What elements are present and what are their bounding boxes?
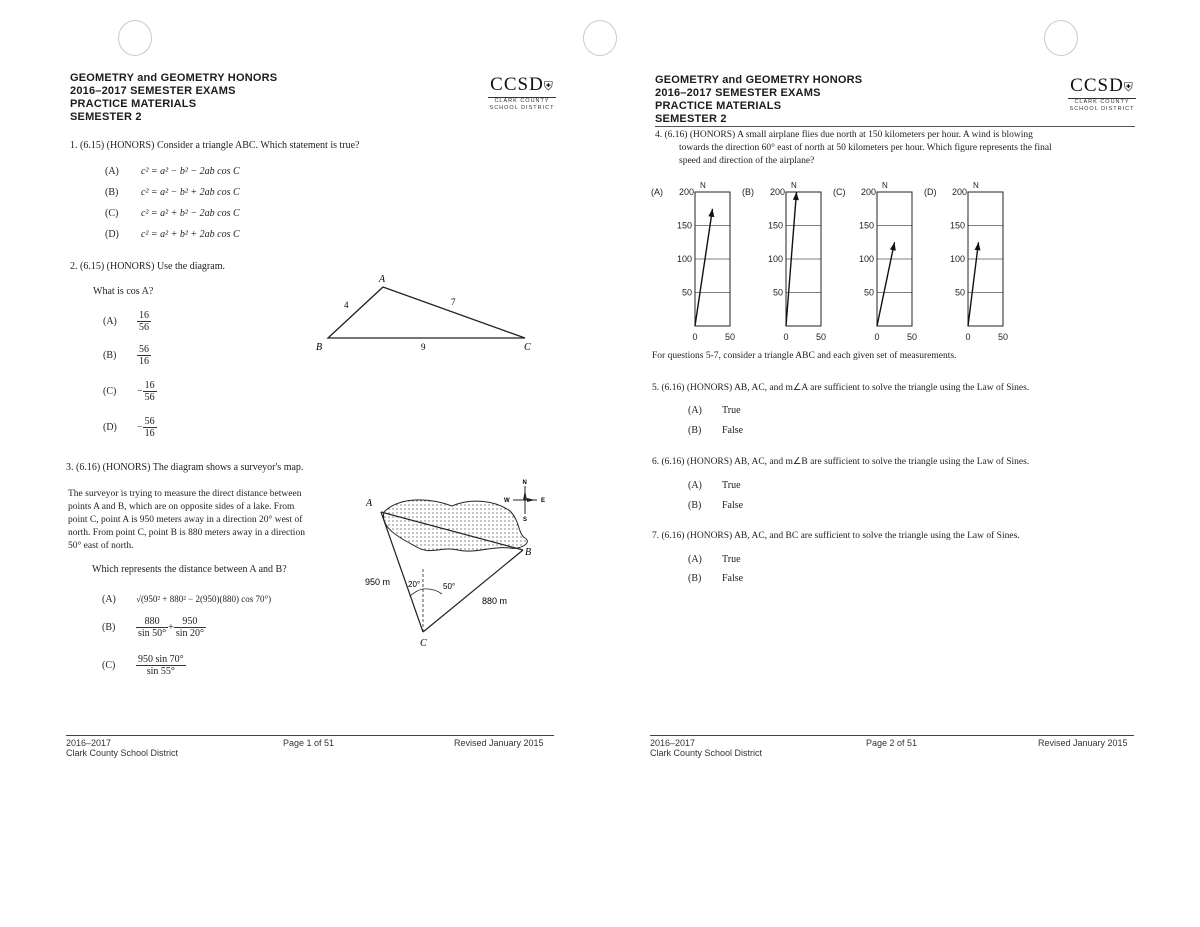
- header-title: GEOMETRY and GEOMETRY HONORS: [655, 74, 863, 86]
- point-c-label: C: [420, 638, 427, 649]
- q1-option-c: (C) c² = a² + b² − 2ab cos C: [105, 208, 240, 219]
- resultant-vector: [695, 209, 713, 326]
- page1-page-number: Page 1 of 51: [283, 738, 335, 748]
- resultant-vector: [877, 242, 895, 326]
- x-tick-label: 50: [724, 332, 736, 342]
- q3-option-b: (B) $\frac{880}{\sin 50^\circ}$ + $\frac{950}{\sin 20^\circ}$: [102, 616, 204, 639]
- header-materials: PRACTICE MATERIALS: [70, 98, 197, 110]
- q1-option-d: (D) c² = a² + b² + 2ab cos C: [105, 229, 240, 240]
- y-tick-label: 100: [949, 254, 965, 264]
- vector-arrowhead: [708, 209, 714, 217]
- segment-cb: [423, 550, 523, 632]
- question-7-stem: 7. (6.16) (HONORS) AB, AC, and BC are sufficient to solve the triangle using the Law of Sines.: [652, 531, 1020, 541]
- page1-revised: Revised January 2015: [454, 738, 544, 748]
- compass-n: N: [522, 480, 527, 486]
- q3-para-line: north. From point C, point B is 880 meters away in a direction: [68, 528, 305, 538]
- vector-arrowhead: [975, 242, 981, 250]
- y-tick-label: 150: [949, 220, 965, 231]
- resultant-vector: [968, 242, 979, 326]
- question-2-stem: 2. (6.15) (HONORS) Use the diagram.: [70, 261, 225, 272]
- y-tick-label: 100: [858, 254, 874, 264]
- q3-para-line: points A and B, which are on opposite sides of a lake. From: [68, 502, 295, 512]
- page2-footer-left: 2016–2017 Clark County School District: [650, 738, 763, 758]
- side-ac-label: 7: [451, 297, 456, 307]
- question-3-prompt: Which represents the distance between A and B?: [92, 564, 287, 575]
- header-title: GEOMETRY and GEOMETRY HONORS: [70, 72, 278, 84]
- y-tick-label: 200: [951, 187, 967, 197]
- north-label: N: [700, 181, 706, 190]
- x-tick-label: 50: [997, 332, 1009, 342]
- distance-880-label: 880 m: [482, 596, 508, 606]
- punch-hole: [583, 20, 617, 56]
- punch-hole: [118, 20, 152, 56]
- q6-option-false: (B) False: [688, 500, 744, 511]
- q3-option-a: (A) √(950² + 880² − 2(950)(880) cos 70°): [102, 594, 272, 605]
- x-tick-label: 0: [692, 332, 698, 342]
- q2-option-a: (A) $\frac{16}{56}$: [103, 310, 149, 333]
- angle-20-label: 20°: [408, 580, 421, 589]
- q6-option-true: (A) True: [688, 480, 741, 491]
- question-1-stem: 1. (6.15) (HONORS) Consider a triangle ABC. Which statement is true?: [70, 140, 360, 151]
- y-tick-label: 200: [769, 187, 785, 197]
- question-6-stem: 6. (6.16) (HONORS) AB, AC, and m∠B are sufficient to solve the triangle using the Law of Sines.: [652, 457, 1030, 467]
- q5-option-true: (A) True: [688, 405, 741, 416]
- y-tick-label: 50: [954, 287, 965, 298]
- point-a-label: A: [366, 498, 373, 509]
- q3-para-line: point C, point A is 950 meters away in a direction 20° west of: [68, 515, 303, 525]
- x-tick-label: 50: [906, 332, 918, 342]
- angle-arc-50: [423, 589, 442, 594]
- y-tick-label: 100: [676, 254, 692, 264]
- q3-option-c: (C) $\frac{950 \sin 70^\circ}{\sin 55^\circ}$: [102, 654, 184, 677]
- q1-option-a: (A) c² = a² − b² − 2ab cos C: [105, 166, 240, 177]
- x-tick-label: 0: [965, 332, 971, 342]
- ccsd-logo: CCSD⛨ CLARK COUNTY SCHOOL DISTRICT: [1069, 75, 1135, 112]
- graph-label: (B): [742, 187, 754, 197]
- header-exams: 2016–2017 SEMESTER EXAMS: [70, 85, 236, 97]
- q2-option-c: (C) − $\frac{16}{56}$: [103, 380, 155, 403]
- question-3-paragraph: [68, 488, 305, 553]
- page1-footer-left: 2016–2017 Clark County School District: [66, 738, 179, 758]
- vertex-a-label: A: [379, 274, 386, 285]
- compass-e: E: [541, 498, 546, 504]
- y-tick-label: 50: [681, 287, 692, 298]
- x-tick-label: 0: [783, 332, 789, 342]
- q7-option-false: (B) False: [688, 573, 744, 584]
- x-tick-label: 0: [874, 332, 880, 342]
- ccsd-logo: CCSD⛨ CLARK COUNTY SCHOOL DISTRICT: [489, 74, 555, 111]
- page2-header: [655, 74, 862, 126]
- angle-50-label: 50°: [443, 582, 456, 591]
- q2-option-d: (D) − $\frac{56}{16}$: [103, 416, 155, 439]
- side-ab-label: 4: [344, 300, 349, 310]
- q5-option-false: (B) False: [688, 425, 744, 436]
- point-b-label: B: [525, 547, 532, 558]
- distance-950-label: 950 m: [365, 577, 391, 587]
- header-semester: SEMESTER 2: [655, 113, 727, 125]
- y-tick-label: 150: [858, 220, 874, 231]
- q2-option-b: (B) $\frac{56}{16}$: [103, 344, 149, 367]
- page2-revised: Revised January 2015: [1038, 738, 1128, 748]
- q1-option-b: (B) c² = a² − b² + 2ab cos C: [105, 187, 240, 198]
- triangle-diagram: [310, 270, 540, 355]
- question-4-stem: 4. (6.16) (HONORS) A small airplane flies due north at 150 kilometers per hour. A wind is blowing towards the direction 60° east of north at 50 kilometers per hour. Which figure represents the final speed and direction of the airplane?: [655, 130, 1052, 166]
- q3-para-line: 50° east of north.: [68, 541, 134, 551]
- compass-w: W: [504, 498, 510, 504]
- angle-arc-20: [410, 589, 423, 596]
- north-label: N: [882, 181, 888, 190]
- y-tick-label: 200: [860, 187, 876, 197]
- question-3-stem: 3. (6.16) (HONORS) The diagram shows a surveyor's map.: [66, 462, 304, 473]
- graph-label: (A): [651, 187, 663, 197]
- header-rule: [655, 126, 1135, 127]
- q3-para-line: The surveyor is trying to measure the direct distance between: [68, 489, 302, 499]
- y-tick-label: 50: [863, 287, 874, 298]
- y-tick-label: 150: [676, 220, 692, 231]
- question-2-prompt: What is cos A?: [93, 286, 154, 297]
- north-label: N: [791, 181, 797, 190]
- page2-page-number: Page 2 of 51: [866, 738, 918, 748]
- q4-vector-graphs: [650, 176, 1020, 346]
- page1-header: [70, 72, 277, 124]
- header-materials: PRACTICE MATERIALS: [655, 100, 782, 112]
- punch-hole: [1044, 20, 1078, 56]
- compass-rose-icon: [500, 476, 550, 524]
- graph-label: (C): [833, 187, 846, 197]
- footer-rule: [66, 735, 554, 736]
- north-label: N: [973, 181, 979, 190]
- header-exams: 2016–2017 SEMESTER EXAMS: [655, 87, 821, 99]
- x-tick-label: 50: [815, 332, 827, 342]
- y-tick-label: 100: [767, 254, 783, 264]
- graph-label: (D): [924, 187, 937, 197]
- question-5-stem: 5. (6.16) (HONORS) AB, AC, and m∠A are sufficient to solve the triangle using the Law of Sines.: [652, 383, 1030, 393]
- q7-option-true: (A) True: [688, 554, 741, 565]
- y-tick-label: 150: [767, 220, 783, 231]
- side-bc-label: 9: [421, 342, 426, 352]
- y-tick-label: 50: [772, 287, 783, 298]
- questions-5-7-intro: For questions 5-7, consider a triangle ABC and each given set of measurements.: [652, 351, 957, 361]
- compass-s: S: [523, 517, 528, 523]
- y-tick-label: 200: [678, 187, 694, 197]
- vertex-b-label: B: [316, 342, 323, 353]
- triangle-abc: [328, 287, 525, 338]
- header-semester: SEMESTER 2: [70, 111, 142, 123]
- footer-rule: [650, 735, 1134, 736]
- vertex-c-label: C: [524, 342, 531, 353]
